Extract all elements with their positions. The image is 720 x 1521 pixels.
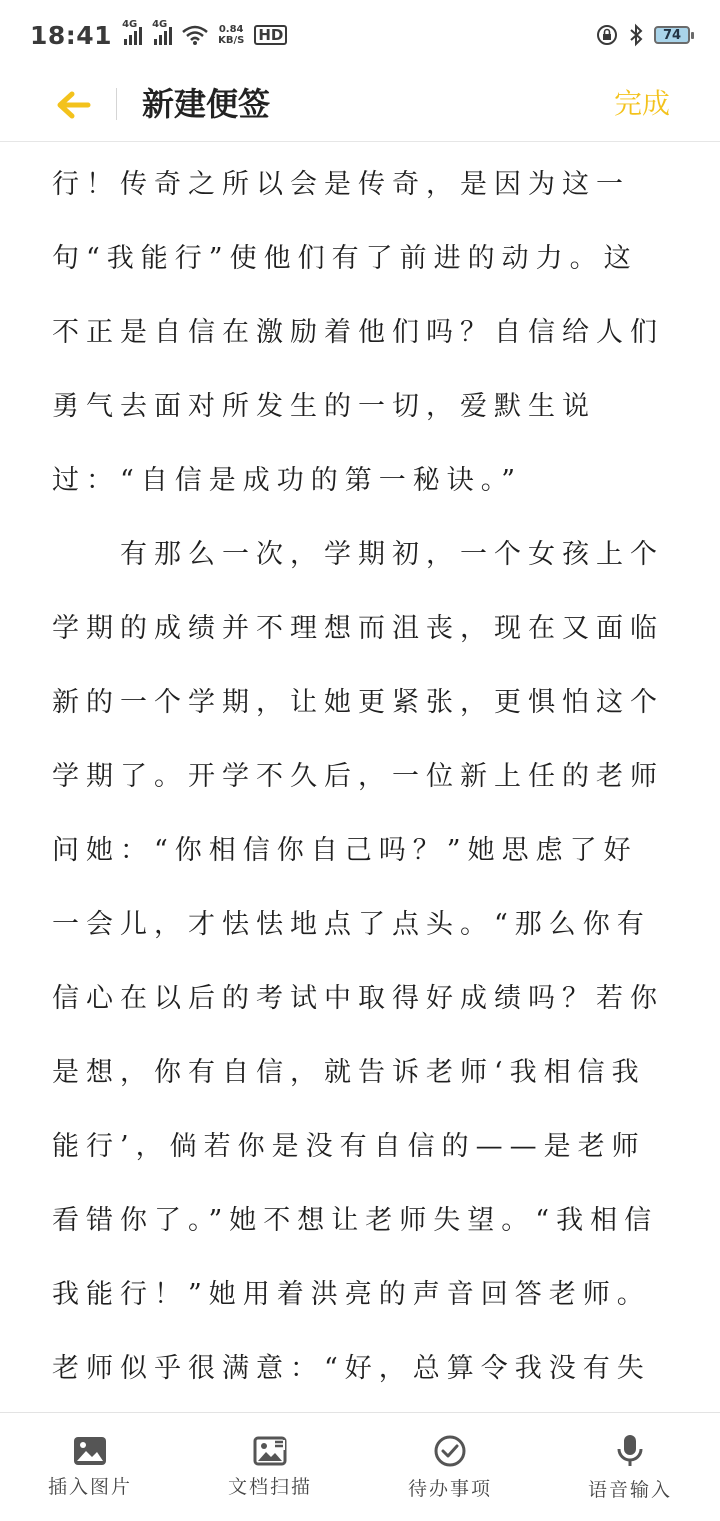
- insert-image-label: 插入图片: [47, 1475, 132, 1498]
- scan-document-button[interactable]: [180, 1413, 360, 1521]
- check-circle-icon: [433, 1434, 467, 1468]
- voice-input-button[interactable]: [540, 1413, 720, 1521]
- todo-label: 待办事项: [407, 1477, 492, 1500]
- page-title: 新建便签: [142, 85, 271, 123]
- voice-input-label: 语音输入: [587, 1478, 672, 1501]
- bluetooth-icon: [628, 24, 644, 46]
- status-time: 18:41: [30, 20, 113, 50]
- hd-icon: HD: [254, 25, 287, 45]
- scan-icon: [253, 1436, 287, 1466]
- status-bar: [0, 0, 720, 70]
- done-button[interactable]: 完成: [613, 87, 670, 120]
- header-divider: [116, 88, 117, 120]
- network-speed: 0.84 KB/S: [218, 24, 245, 46]
- back-button[interactable]: [48, 80, 98, 130]
- scan-document-label: 文档扫描: [227, 1475, 312, 1498]
- todo-button[interactable]: [360, 1413, 540, 1521]
- microphone-icon: [615, 1433, 645, 1469]
- note-editor[interactable]: [52, 148, 668, 1410]
- header: [0, 70, 720, 142]
- bottom-toolbar: [0, 1412, 720, 1521]
- wifi-icon: [182, 25, 208, 45]
- insert-image-button[interactable]: [0, 1413, 180, 1521]
- arrow-left-icon: [56, 91, 90, 119]
- note-paragraph: 有那么一次，学期初，一个女孩上个学期的成绩并不理想而沮丧，现在又面临新的一个学期，让她更紧张，更惧怕这个学期了。开学不久后，一位新上任的老师问她：“你相信你自己吗？”她思虑了好一会儿，才怯怯地点了点头。“那么你有信心在以后的考试中取得好成绩吗？若你是想，你有自信，就告诉老师‘我相信我能行’，倘若你是没有自信的——是老师看错你了。”她不想让老师失望。“我相信我能行！”她用着洪亮的声音回答老师。老师似乎很满意：“好，总算令我没有失: [52, 539, 664, 1384]
- note-paragraph: 行！传奇之所以会是传奇，是因为这一句“我能行”使他们有了前进的动力。这不正是自信在激励着他们吗？自信给人们勇气去面对所发生的一切，爱默生说过：“自信是成功的第一秘诀。”: [52, 169, 664, 496]
- image-icon: [73, 1436, 107, 1466]
- lock-rotation-icon: [596, 24, 618, 46]
- signal-icon: 4G: [122, 25, 142, 45]
- battery-indicator: 74: [654, 26, 690, 44]
- signal-icon-2: 4G: [152, 25, 172, 45]
